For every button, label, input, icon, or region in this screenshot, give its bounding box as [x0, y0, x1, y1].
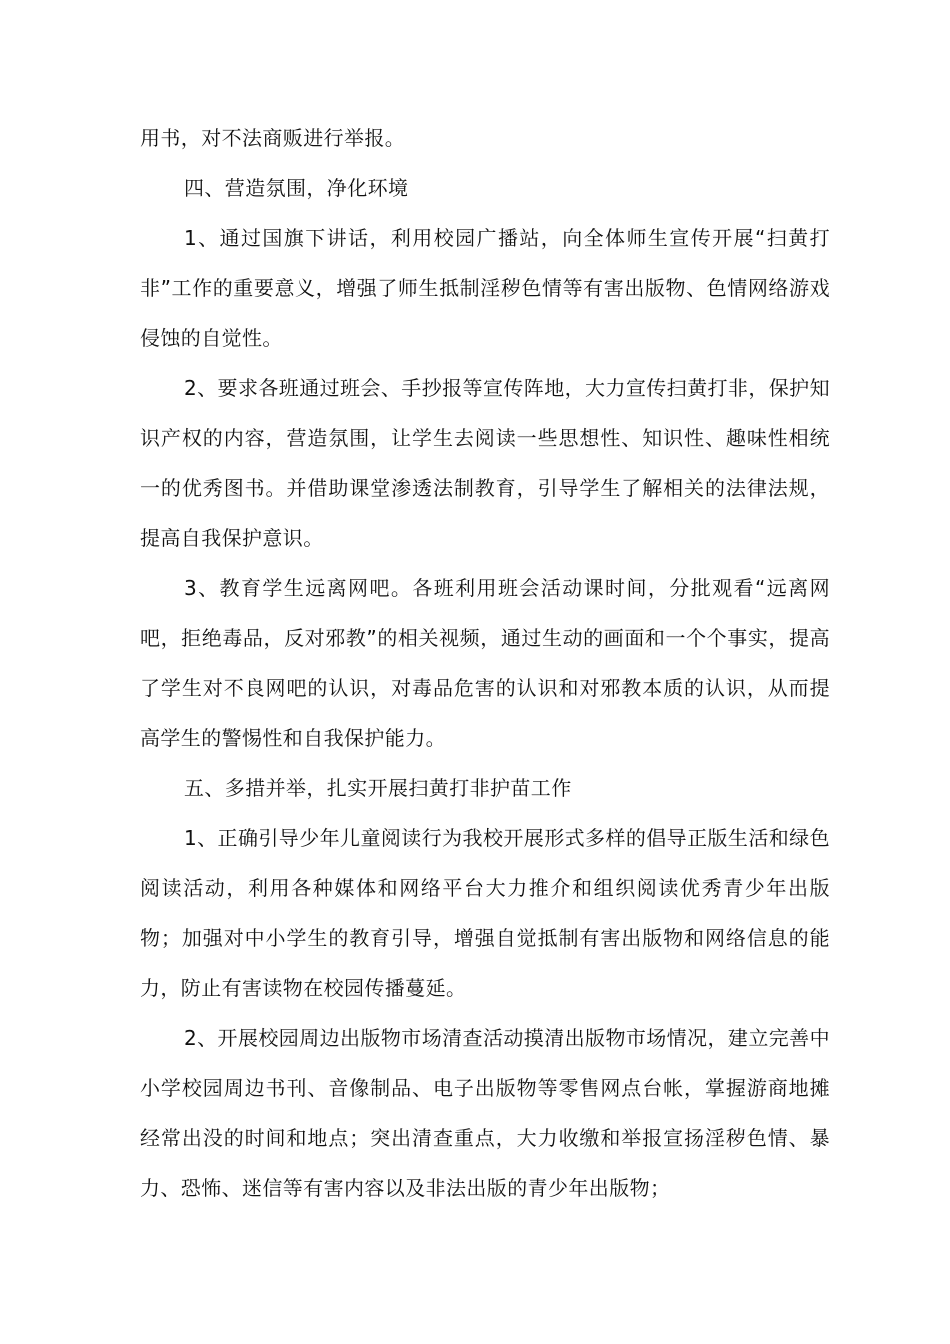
document-body: [140, 113, 830, 1213]
paragraph-4-2: 2、要求各班通过班会、手抄报等宣传阵地，大力宣传扫黄打非，保护知识产权的内容，营造氛围，让学生去阅读一些思想性、知识性、趣味性相统一的优秀图书。并借助课堂渗透法制教育，引导学生了解相关的法律法规，提高自我保护意识。: [140, 376, 830, 550]
paragraph-4-3: 3、教育学生远离网吧。各班利用班会活动课时间，分批观看“远离网吧，拒绝毒品，反对邪教”的相关视频，通过生动的画面和一个个事实，提高了学生对不良网吧的认识，对毒品危害的认识和对邪教本质的认识，从而提高学生的警惕性和自我保护能力。: [140, 576, 830, 750]
section-heading-5: 五、多措并举，扎实开展扫黄打非护苗工作: [184, 776, 572, 800]
section-heading-4: 四、营造氛围，净化环境: [184, 176, 409, 200]
paragraph-4-1: 1、通过国旗下讲话，利用校园广播站，向全体师生宣传开展“扫黄打非”工作的重要意义，增强了师生抵制淫秽色情等有害出版物、色情网络游戏侵蚀的自觉性。: [140, 226, 830, 350]
paragraph-5-2: 2、开展校园周边出版物市场清查活动摸清出版物市场情况，建立完善中小学校园周边书刊、音像制品、电子出版物等零售网点台帐，掌握游商地摊经常出没的时间和地点；突出清查重点，大力收缴和举报宣扬淫秽色情、暴力、恐怖、迷信等有害内容以及非法出版的青少年出版物；: [140, 1026, 830, 1200]
paragraph-5-1: 1、正确引导少年儿童阅读行为我校开展形式多样的倡导正版生活和绿色阅读活动，利用各种媒体和网络平台大力推介和组织阅读优秀青少年出版物；加强对中小学生的教育引导，增强自觉抵制有害出版物和网络信息的能力，防止有害读物在校园传播蔓延。: [140, 826, 830, 1000]
paragraph-continuation: 用书，对不法商贩进行举报。: [140, 126, 406, 150]
